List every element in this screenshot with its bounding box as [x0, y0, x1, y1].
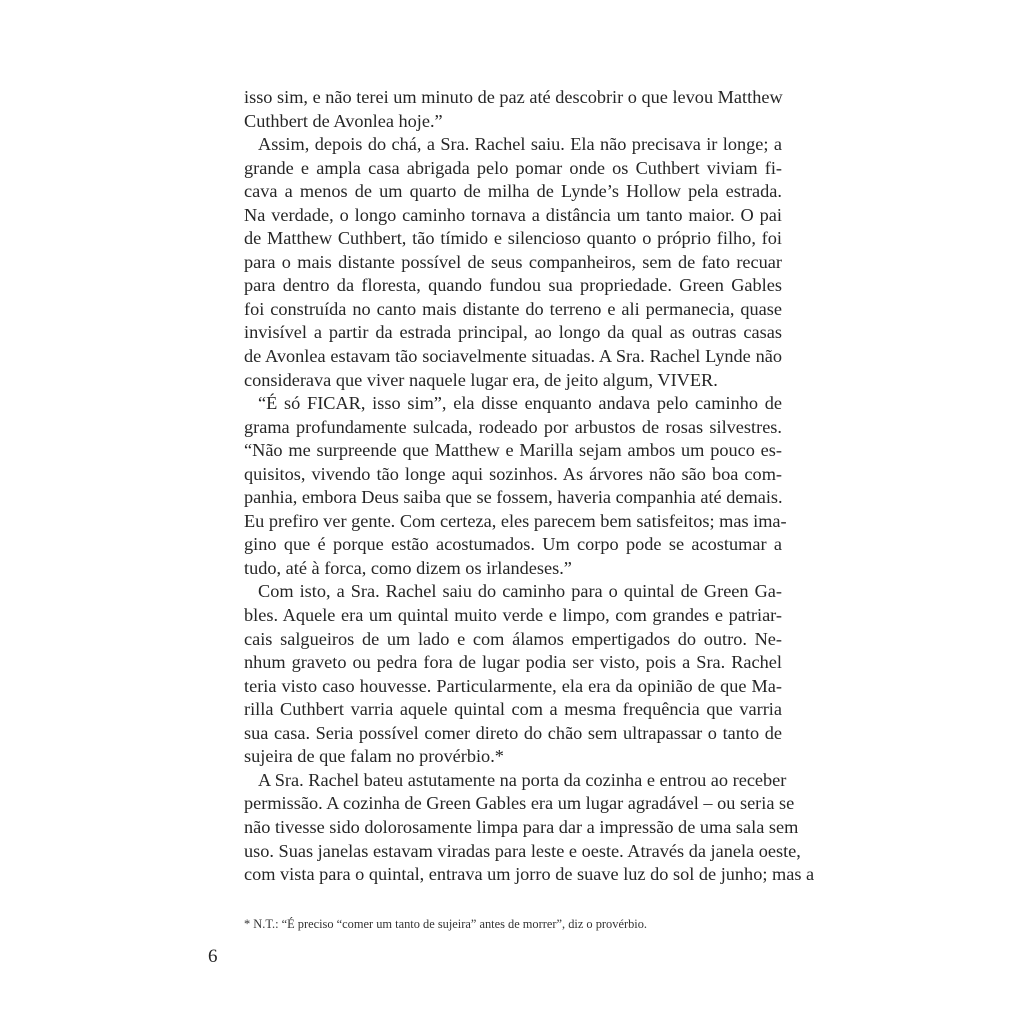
text-line: para dentro da floresta, quando fundou sua propriedade. Green Gables [244, 275, 782, 296]
text-line: com vista para o quintal, entrava um jorro de suave luz do sol de junho; mas a [244, 864, 815, 885]
text-line: grande e ampla casa abrigada pelo pomar onde os Cuthbert viviam fi- [244, 157, 782, 178]
body-text [244, 86, 815, 887]
text-line: Cuthbert de Avonlea hoje.” [244, 110, 443, 131]
text-line: cava a menos de um quarto de milha de Lynde’s Hollow pela estrada. [244, 181, 782, 202]
text-line: permissão. A cozinha de Green Gables era um lugar agradável – ou seria se [244, 793, 795, 814]
text-line: invisível a partir da estrada principal, ao longo da qual as outras casas [244, 322, 782, 343]
text-line: panhia, embora Deus saiba que se fossem, haveria companhia até demais. [244, 487, 783, 508]
text-line: grama profundamente sulcada, rodeado por arbustos de rosas silvestres. [244, 416, 782, 437]
text-line: sua casa. Seria possível comer direto do chão sem ultrapassar o tanto de [244, 722, 782, 743]
text-line: foi construída no canto mais distante do terreno e ali permanecia, quase [244, 298, 782, 319]
text-line: uso. Suas janelas estavam viradas para leste e oeste. Através da janela oeste, [244, 840, 801, 861]
text-line: Na verdade, o longo caminho tornava a distância um tanto maior. O pai [244, 204, 782, 225]
page-number: 6 [208, 946, 218, 967]
text-line: isso sim, e não terei um minuto de paz até descobrir o que levou Matthew [244, 87, 783, 107]
text-line: Assim, depois do chá, a Sra. Rachel saiu. Ela não precisava ir longe; a [258, 134, 782, 155]
text-line: teria visto caso houvesse. Particularmente, ela era da opinião de que Ma- [244, 675, 782, 696]
text-line: “É só FICAR, isso sim”, ela disse enquanto andava pelo caminho de [258, 393, 782, 414]
text-line: cais salgueiros de um lado e com álamos empertigados do outro. Ne- [244, 628, 782, 649]
text-line: sujeira de que falam no provérbio.* [244, 746, 504, 767]
text-line: nhum graveto ou pedra fora de lugar podia ser visto, pois a Sra. Rachel [244, 652, 782, 673]
text-line: Eu prefiro ver gente. Com certeza, eles parecem bem satisfeitos; mas ima- [244, 510, 787, 531]
text-line: bles. Aquele era um quintal muito verde e limpo, com grandes e patriar- [244, 605, 782, 626]
text-line: considerava que viver naquele lugar era, de jeito algum, VIVER. [244, 369, 718, 390]
text-line: não tivesse sido dolorosamente limpa para dar a impressão de uma sala sem [244, 816, 799, 837]
text-line: A Sra. Rachel bateu astutamente na porta da cozinha e entrou ao receber [258, 769, 787, 790]
text-line: “Não me surpreende que Matthew e Marilla sejam ambos um pouco es- [244, 440, 782, 461]
text-line: Com isto, a Sra. Rachel saiu do caminho para o quintal de Green Ga- [258, 581, 782, 602]
text-line: tudo, até à forca, como dizem os irlandeses.” [244, 557, 572, 578]
text-line: de Avonlea estavam tão sociavelmente situadas. A Sra. Rachel Lynde não [244, 346, 782, 367]
text-line: de Matthew Cuthbert, tão tímido e silencioso quanto o próprio filho, foi [244, 228, 782, 249]
text-line: rilla Cuthbert varria aquele quintal com a mesma frequência que varria [244, 699, 782, 720]
text-line: quisitos, vivendo tão longe aqui sozinhos. As árvores não são boa com- [244, 463, 782, 484]
text-line: para o mais distante possível de seus companheiros, sem de fato recuar [244, 251, 782, 272]
footnote: * N.T.: “É preciso “comer um tanto de sujeira” antes de morrer”, diz o provérbio. [244, 917, 647, 931]
text-line: gino que é porque estão acostumados. Um corpo pode se acostumar a [244, 534, 782, 555]
